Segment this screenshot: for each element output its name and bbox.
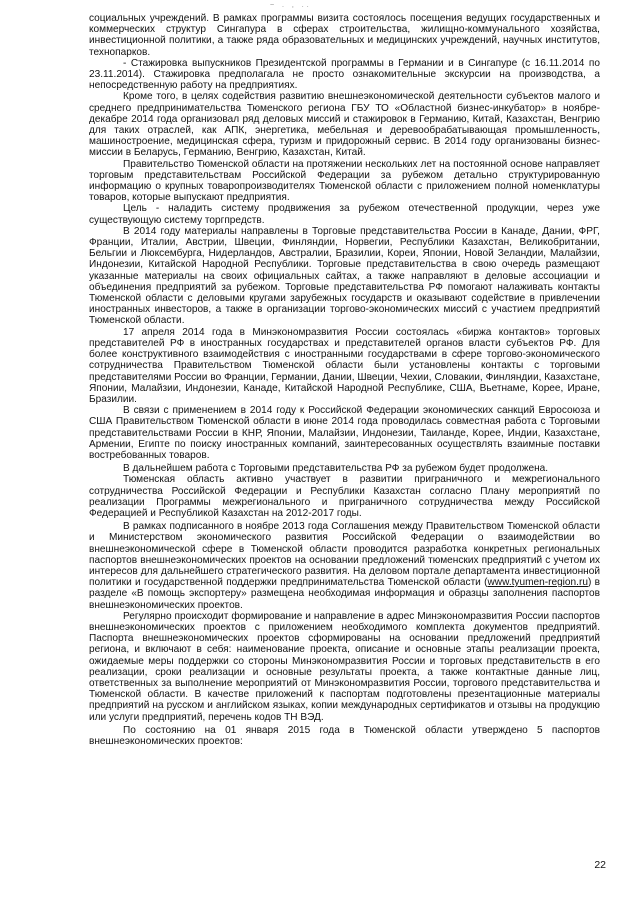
document-body [89,13,600,747]
paragraph-7: 17 апреля 2014 года в Минэкономразвития России состоялась «биржа контактов» торговых представителей РФ в иностранных государствах и представителей органов власти субъектов РФ. Для более конструктивного взаимодействия с иностранными государствами в сфере торгово-экономического сотрудничества Правительством Тюменской области были установлены контакты с торговыми представителями России во Франции, Германии, Дании, Швеции, Чехии, Словакии, Финляндии, Казахстане, Японии, Малайзии, Индонезии, Канаде, Китайской Народной Республике, США, Вьетнаме, Корее, Иране, Бразилии. [89,326,600,405]
portal-link[interactable]: www.tyumen-region.ru [487,577,588,589]
paragraph-11-text-end: ) в разделе «В помощь экспортеру» размещена необходимая информация и образцы заполнения паспортов внешнеэкономических проектов. [89,577,600,611]
paragraph-11 [89,521,600,611]
paragraph-5: Цель - наладить систему продвижения за рубежом отечественной продукции, через уже существующую систему торгпредств. [89,203,600,226]
paragraph-8: В связи с применением в 2014 году к Российской Федерации экономических санкций Евросоюза и США Правительством Тюменской области в июне 2014 года проводилась совместная работа с Торговыми представительствами России в КНР, Японии, Малайзии, Индонезии, Таиланде, Корее, Индии, Казахстане, Армении, Египте по поиску иностранных компаний, заинтересованных осуществлять взаимные поставки востребованных товаров. [89,405,600,461]
paragraph-2: - Стажировка выпускников Президентской программы в Германии и в Сингапуре (с 16.11.2014 по 23.11.2014). Стажировка предполагала не просто ознакомительные экскурсии на производства, а непосредственную работу на предприятиях. [89,57,600,92]
paragraph-12: Регулярно происходит формирование и направление в адрес Минэкономразвития России паспортов внешнеэкономических проектов с приложением необходимого комплекта документов предприятий. Паспорта внешнеэкономических проектов сформированы на основании предложений предприятий региона, и включают в себя: наименование проекта, описание и основные этапы реализации проекта, ожидаемые меры поддержки со стороны Минэкономразвития России и торговых представительств в его реализации, сроки реализации и основные результаты проекта, а также контактные данные лиц, ответственных за выполнение мероприятий от Минэкономразвития России, торгового представительства и Тюменской области. В качестве приложений к паспортам подготовлены презентационные материалы предприятий на русском и английском языках, копии международных сертификатов и отзывы на продукцию или услуги предприятий, перечень кодов ТН ВЭД. [89,610,600,723]
paragraph-1: социальных учреждений. В рамках программы визита состоялось посещения ведущих государственных и коммерческих структур Сингапура в сферах строительства, жилищно-коммунального хозяйства, инвестиционной политики, а также ряда образовательных и медицинских учреждений, научных институтов, технопарков. [89,13,600,58]
paragraph-9: В дальнейшем работа с Торговыми представительства РФ за рубежом будет продолжена. [123,463,549,475]
page-number: 22 [594,859,606,871]
paragraph-4: Правительство Тюменской области на протяжении нескольких лет на постоянной основе направляет торговым представительствам Российской Федерации за рубежом детально структурированную информацию о крупных товаропроизводителях Тюменской области с приложением полной номенклатуры товаров, которые выпускают предприятия. [89,158,600,204]
paragraph-11-text-start: В рамках подписанного в ноябре 2013 года Соглашения между Правительством Тюменской области и Министерством экономического развития Российской Федерации о взаимодействии во внешнеэкономической сфере в Тюменской области проводится разработка конкретных региональных паспортов внешнеэкономических проектов на основании предложений тюменских предприятий с учетом их интересов для дальнейшего стратегического развития. На деловом портале департамента инвестиционной политики и государственной поддержки предпринимательства Тюменской области ( [89,521,600,589]
paragraph-13: По состоянию на 01 января 2015 года в Тюменской области утверждено 5 паспортов внешнеэкономических проектов: [89,724,600,747]
paragraph-10: Тюменская область активно участвует в развитии приграничного и межрегионального сотрудничества Российской Федерации и Республики Казахстан согласно Плану мероприятий по реализации Программы межрегионального и приграничного сотрудничества между Российской Федерацией и Республикой Казахстан на 2012-2017 годы. [89,474,600,519]
paragraph-6: В 2014 году материалы направлены в Торговые представительства России в Канаде, Дании, ФРГ, Франции, Италии, Австрии, Швеции, Финляндии, Норвегии, Республики Казахстан, Великобритании, Бельгии и Люксембурга, Нидерландов, Австралии, Бразилии, Кореи, Японии, Новой Зеландии, Малайзии, Индонезии, Китайской Народной Республики. Торговые представительства в свою очередь размещают указанные материалы на своих официальных сайтах, а также направляют в деловые ассоциации и объединения предприятий за рубежом. Торговые представительства РФ помогают налаживать контакты Тюменской области с деловыми кругами зарубежных государств и оказывают содействие в привлечении иностранных инвесторов, а также в организации торгово-экономических миссий с участием предприятий Тюменской области. [89,225,600,327]
scan-marks: ~ . , .. [270,2,312,9]
paragraph-3: Кроме того, в целях содействия развитию внешнеэкономической деятельности субъектов малого и среднего предпринимательства Тюменского региона ГБУ ТО «Областной бизнес-инкубатор» в ноябре-декабре 2014 года организовал ряд деловых миссий и стажировок в Германию, Китай, Казахстан, Венгрию для таких отраслей, как АПК, энергетика, мебельная и деревообрабатывающая промышленность, машиностроение, медицинская сфера, туризм и придорожный сервис. В 2014 году организованы бизнес-миссии в Беларусь, Германию, Венгрию, Казахстан, Китай. [89,91,600,159]
